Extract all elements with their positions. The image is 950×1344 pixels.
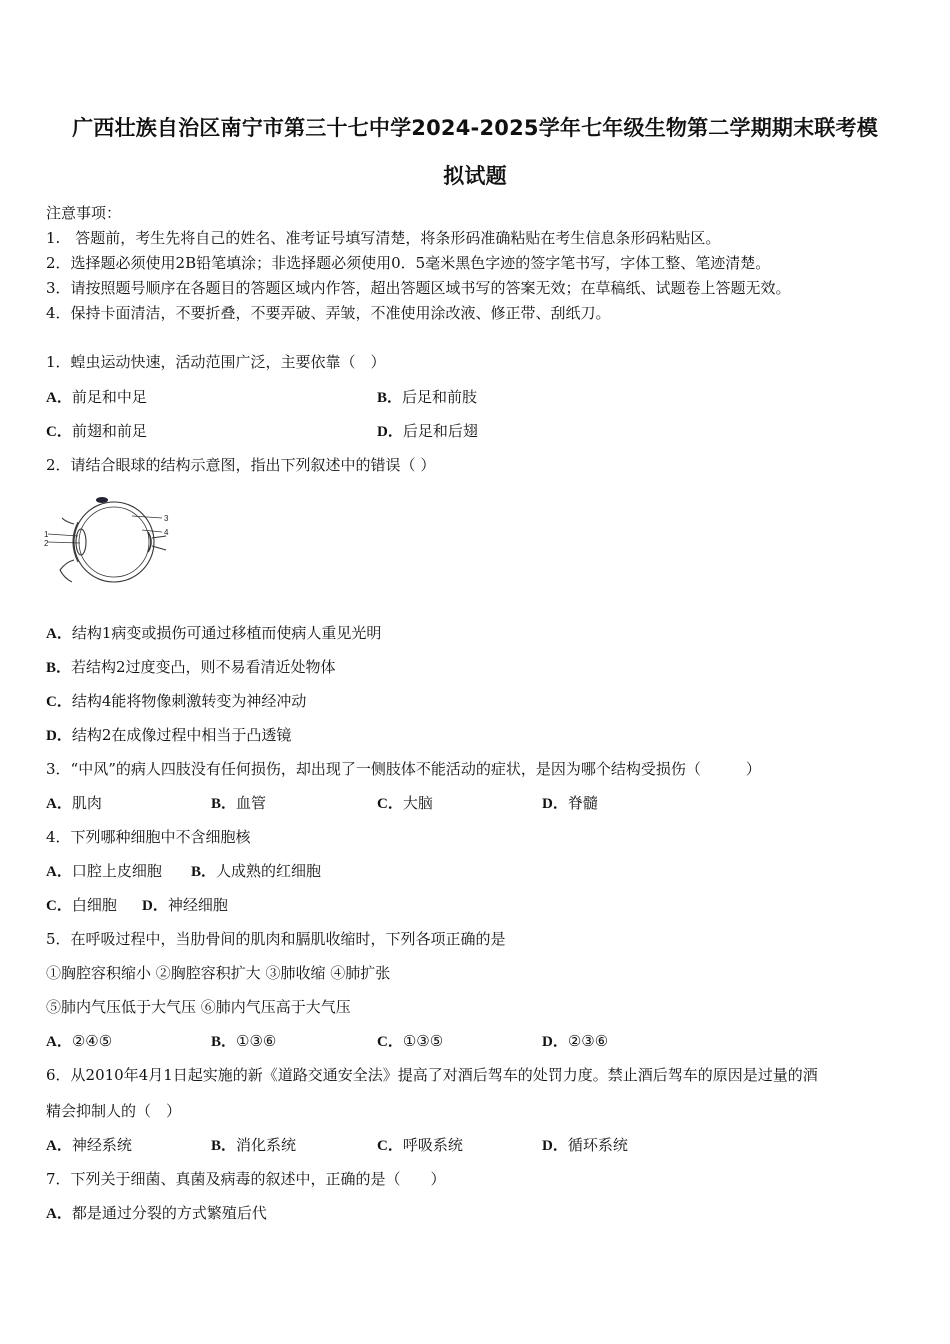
question-5-option-c: C．①③⑤ [377, 1032, 444, 1050]
label-3: 3 [164, 514, 169, 523]
question-1-option-d: D．后足和后翅 [377, 422, 478, 440]
question-3-stem: 3．“中风”的病人四肢没有任何损伤，却出现了一侧肢体不能活动的症状，是因为哪个结构受损伤（ ） [46, 760, 761, 778]
question-6-option-b: B．消化系统 [211, 1136, 297, 1154]
question-5-option-d: D．②③⑥ [542, 1032, 609, 1050]
question-1-option-b: B．后足和前肢 [377, 388, 478, 406]
question-2-stem: 2．请结合眼球的结构示意图，指出下列叙述中的错误（ ） [46, 456, 436, 474]
question-2-option-a: A．结构1病变或损伤可通过移植而使病人重见光明 [46, 624, 382, 642]
question-7-stem: 7．下列关于细菌、真菌及病毒的叙述中，正确的是（ ） [46, 1170, 446, 1188]
question-2-option-b: B．若结构2过度变凸，则不易看清近处物体 [46, 658, 336, 676]
notice-heading: 注意事项： [46, 204, 122, 222]
pointer-line-2 [48, 542, 80, 543]
page-title: 广西壮族自治区南宁市第三十七中学2024-2025学年七年级生物第二学期期末联考模 [72, 116, 878, 140]
eyeball-diagram [44, 492, 172, 596]
question-3-option-c: C．大脑 [377, 794, 433, 812]
question-3-option-a: A．肌肉 [46, 794, 102, 812]
question-4-stem: 4．下列哪种细胞中不含细胞核 [46, 828, 251, 846]
question-1-option-c: C．前翅和前足 [46, 422, 147, 440]
question-5-stem: 5．在呼吸过程中，当肋骨间的肌肉和膈肌收缩时，下列各项正确的是 [46, 930, 506, 948]
notice-item: 3．请按照题号顺序在各题目的答题区域内作答，超出答题区域书写的答案无效；在草稿纸、试题卷上答题无效。 [46, 279, 791, 297]
notice-item: 1. 答题前，考生先将自己的姓名、准考证号填写清楚，将条形码准确粘贴在考生信息条形码粘贴区。 [46, 229, 721, 247]
eyelid [60, 518, 74, 582]
question-5-option-a: A．②④⑤ [46, 1032, 113, 1050]
question-4-option-b: B．人成熟的红细胞 [191, 862, 322, 880]
lens [76, 529, 86, 555]
page-title-continued: 拟试题 [443, 164, 507, 188]
question-6-option-a: A．神经系统 [46, 1136, 132, 1154]
question-4-option-d: D．神经细胞 [142, 896, 228, 914]
question-4-option-c: C．白细胞 [46, 896, 117, 914]
question-5-items-1: ①胸腔容积缩小 ②胸腔容积扩大 ③肺收缩 ④肺扩张 [46, 964, 391, 982]
question-7-option-a: A．都是通过分裂的方式繁殖后代 [46, 1204, 267, 1222]
notice-item: 4．保持卡面清洁，不要折叠，不要弄破、弄皱，不准使用涂改液、修正带、刮纸刀。 [46, 304, 611, 322]
pointer-line-3 [132, 516, 162, 518]
question-5-option-b: B．①③⑥ [211, 1032, 277, 1050]
notice-item: 2．选择题必须使用2B铅笔填涂；非选择题必须使用0．5毫米黑色字迹的签字笔书写，字体工整、笔迹清楚。 [46, 254, 771, 272]
question-6-stem-continued: 精会抑制人的（ ） [46, 1102, 182, 1120]
label-2: 2 [44, 539, 49, 548]
question-3-option-b: B．血管 [211, 794, 267, 812]
eye-muscle-mark [96, 497, 108, 503]
question-1-stem: 1．蝗虫运动快速，活动范围广泛，主要依靠（ ） [46, 353, 386, 371]
question-1-option-a: A．前足和中足 [46, 388, 147, 406]
label-1: 1 [44, 530, 49, 539]
question-3-option-d: D．脊髓 [542, 794, 598, 812]
question-6-stem: 6．从2010年4月1日起实施的新《道路交通安全法》提高了对酒后驾车的处罚力度。禁止酒后驾车的原因是过量的酒 [46, 1066, 818, 1084]
question-6-option-c: C．呼吸系统 [377, 1136, 463, 1154]
question-6-option-d: D．循环系统 [542, 1136, 628, 1154]
label-4: 4 [164, 528, 169, 537]
question-2-option-c: C．结构4能将物像刺激转变为神经冲动 [46, 692, 307, 710]
question-4-option-a: A．口腔上皮细胞 [46, 862, 162, 880]
question-5-items-2: ⑤肺内气压低于大气压 ⑥肺内气压高于大气压 [46, 998, 351, 1016]
eyeball-inner-layer [79, 507, 149, 577]
question-2-option-d: D．结构2在成像过程中相当于凸透镜 [46, 726, 292, 744]
